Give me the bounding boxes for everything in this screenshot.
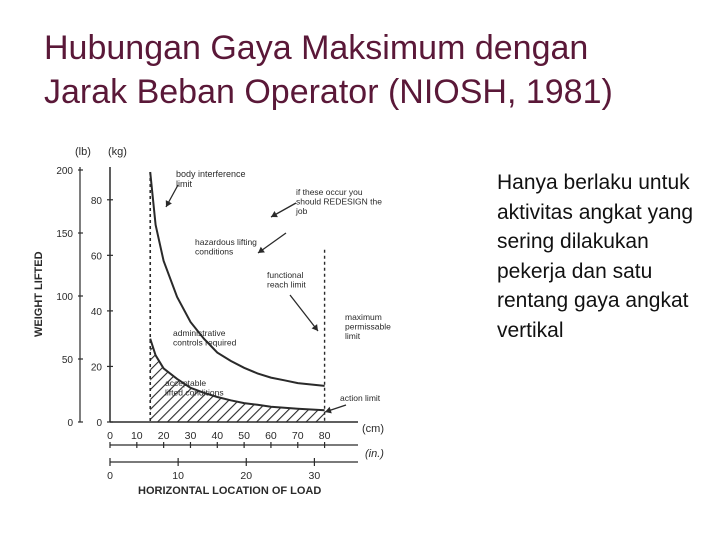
annotation-administrative — [173, 328, 237, 348]
annotation-administrative-line: administrative — [173, 328, 226, 338]
annotation-administrative-line: controls required — [173, 337, 237, 348]
annotation-action-limit-line: action limit — [340, 393, 381, 403]
y-axis-title: WEIGHT LIFTED — [33, 251, 45, 337]
x-tick-label-in: 0 — [107, 470, 113, 482]
slide-title-line2: Jarak Beban Operator (NIOSH, 1981) — [44, 73, 613, 111]
y-unit-lb: (lb) — [75, 146, 91, 158]
annotation-acceptable-line: lifted conditions — [165, 387, 224, 398]
annotation-redesign-line: should REDESIGN the — [296, 196, 382, 207]
x-unit-cm: (cm) — [362, 423, 384, 435]
annotation-redesign — [295, 187, 382, 216]
x-tick-label-in: 30 — [308, 470, 321, 482]
annotation-maximum-limit — [345, 312, 391, 341]
y-tick-label-lb: 100 — [56, 292, 73, 303]
annotation-acceptable — [165, 378, 224, 398]
x-tick-label-cm: 50 — [238, 430, 250, 442]
side-note: Hanya berlaku untuk aktivitas angkat yang sering dilakukan pekerja dan satu rentang gaya angkat vertikal — [497, 171, 694, 342]
y-tick-label-lb: 50 — [61, 355, 73, 366]
niosh-chart — [28, 135, 428, 510]
x-unit-in: (in.) — [365, 448, 384, 460]
chart-container — [28, 135, 428, 510]
y-tick-label-kg: 60 — [90, 251, 102, 263]
x-tick-label-cm: 70 — [291, 430, 304, 442]
x-axis-title: HORIZONTAL LOCATION OF LOAD — [138, 485, 322, 497]
x-tick-label-cm: 40 — [211, 430, 224, 442]
x-tick-label-cm: 30 — [184, 430, 197, 442]
annotation-hazardous-line: conditions — [195, 246, 234, 257]
x-tick-label-cm: 20 — [157, 430, 170, 442]
annotation-body-interference-line: body interference — [176, 169, 246, 179]
x-tick-label-cm: 0 — [107, 430, 113, 442]
x-tick-label-cm: 60 — [265, 430, 277, 442]
slide-title-line1: Hubungan Gaya Maksimum dengan — [44, 29, 589, 67]
annotation-maximum-limit-line: limit — [345, 331, 361, 341]
x-tick-label-cm: 10 — [130, 430, 143, 442]
arrow-redesign-hazard-head — [258, 247, 265, 253]
annotation-hazardous-line: hazardous lifting — [195, 237, 257, 247]
y-tick-label-lb: 200 — [56, 166, 73, 177]
annotation-redesign-line: job — [296, 206, 308, 216]
annotation-functional-reach-line: functional — [267, 270, 304, 280]
y-tick-label-kg: 80 — [90, 195, 102, 207]
y-unit-kg: (kg) — [108, 146, 127, 158]
annotation-redesign-line: if these occur you — [296, 187, 363, 197]
slide-title — [44, 26, 704, 114]
annotation-body-interference — [176, 169, 246, 189]
y-tick-label-lb: 150 — [56, 229, 73, 240]
y-tick-label-kg: 40 — [90, 306, 102, 318]
x-tick-label-cm: 80 — [318, 430, 331, 442]
x-tick-label-in: 20 — [240, 470, 253, 482]
arrow-functional-reach — [290, 295, 318, 331]
annotation-functional-reach-line: reach limit — [267, 279, 306, 290]
annotation-functional-reach — [267, 270, 306, 290]
y-tick-label-kg: 20 — [90, 362, 102, 374]
annotation-body-interference-line: limit — [176, 179, 192, 189]
annotation-acceptable-line: acceptable — [165, 378, 207, 388]
y-tick-label-lb: 0 — [67, 418, 73, 429]
arrow-functional-reach-head — [312, 324, 318, 331]
annotation-maximum-limit-line: permissable — [345, 321, 391, 332]
annotation-hazardous — [195, 237, 257, 257]
x-tick-label-in: 10 — [172, 470, 184, 482]
annotation-action-limit — [340, 393, 381, 403]
annotation-maximum-limit-line: maximum — [345, 312, 382, 322]
y-tick-label-kg: 0 — [96, 418, 102, 429]
